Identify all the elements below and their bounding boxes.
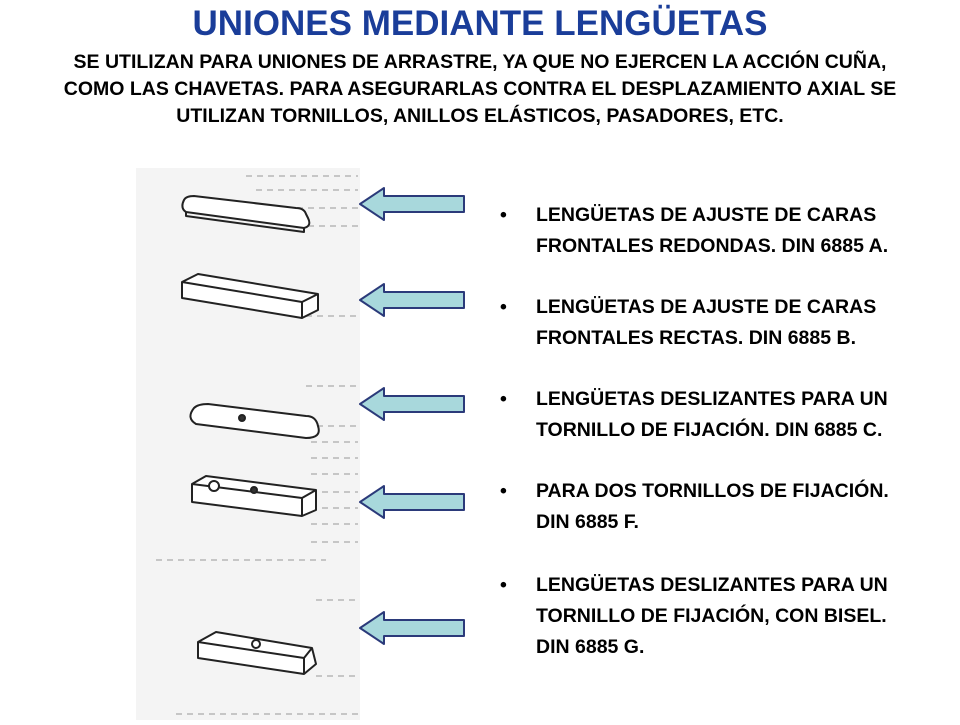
page-subtitle: SE UTILIZAN PARA UNIONES DE ARRASTRE, YA QUE NO EJERCEN LA ACCIÓN CUÑA, COMO LAS CHAVETAS. PARA ASEGURARLAS CONTRA EL DESPLAZAMIENTO AXIAL SE UTILIZAN TORNILLOS, ANILLOS ELÁSTICOS, PASADORES, ETC. (63, 51, 897, 127)
list-item-text: LENGÜETAS DESLIZANTES PARA UN TORNILLO DE FIJACIÓN, CON BISEL. DIN 6885 G. (536, 574, 888, 658)
bullet-icon: • (500, 574, 507, 596)
bullet-icon: • (500, 296, 507, 318)
list-item (500, 200, 920, 262)
arrow-left-icon (358, 484, 468, 520)
key-drawings (136, 168, 360, 720)
list-item (500, 384, 920, 446)
arrow-left-icon (358, 386, 468, 422)
bullet-icon: • (500, 204, 507, 226)
bullet-icon: • (500, 480, 507, 502)
list-item (500, 570, 920, 663)
arrow-left-icon (358, 186, 468, 222)
page-title: UNIONES MEDIANTE LENGÜETAS (192, 4, 768, 43)
list-item (500, 476, 920, 538)
arrow-left-icon (358, 610, 468, 646)
list-item-text: LENGÜETAS DE AJUSTE DE CARAS FRONTALES RECTAS. DIN 6885 B. (536, 296, 877, 349)
list-item-text: LENGÜETAS DESLIZANTES PARA UN TORNILLO DE FIJACIÓN. DIN 6885 C. (536, 388, 888, 441)
bullet-icon: • (500, 388, 507, 410)
list-item-text: PARA DOS TORNILLOS DE FIJACIÓN. DIN 6885 F. (536, 480, 889, 533)
key-illustrations-image (136, 168, 360, 720)
list-item (500, 292, 920, 354)
list-item-text: LENGÜETAS DE AJUSTE DE CARAS FRONTALES REDONDAS. DIN 6885 A. (536, 204, 889, 257)
arrow-left-icon (358, 282, 468, 318)
